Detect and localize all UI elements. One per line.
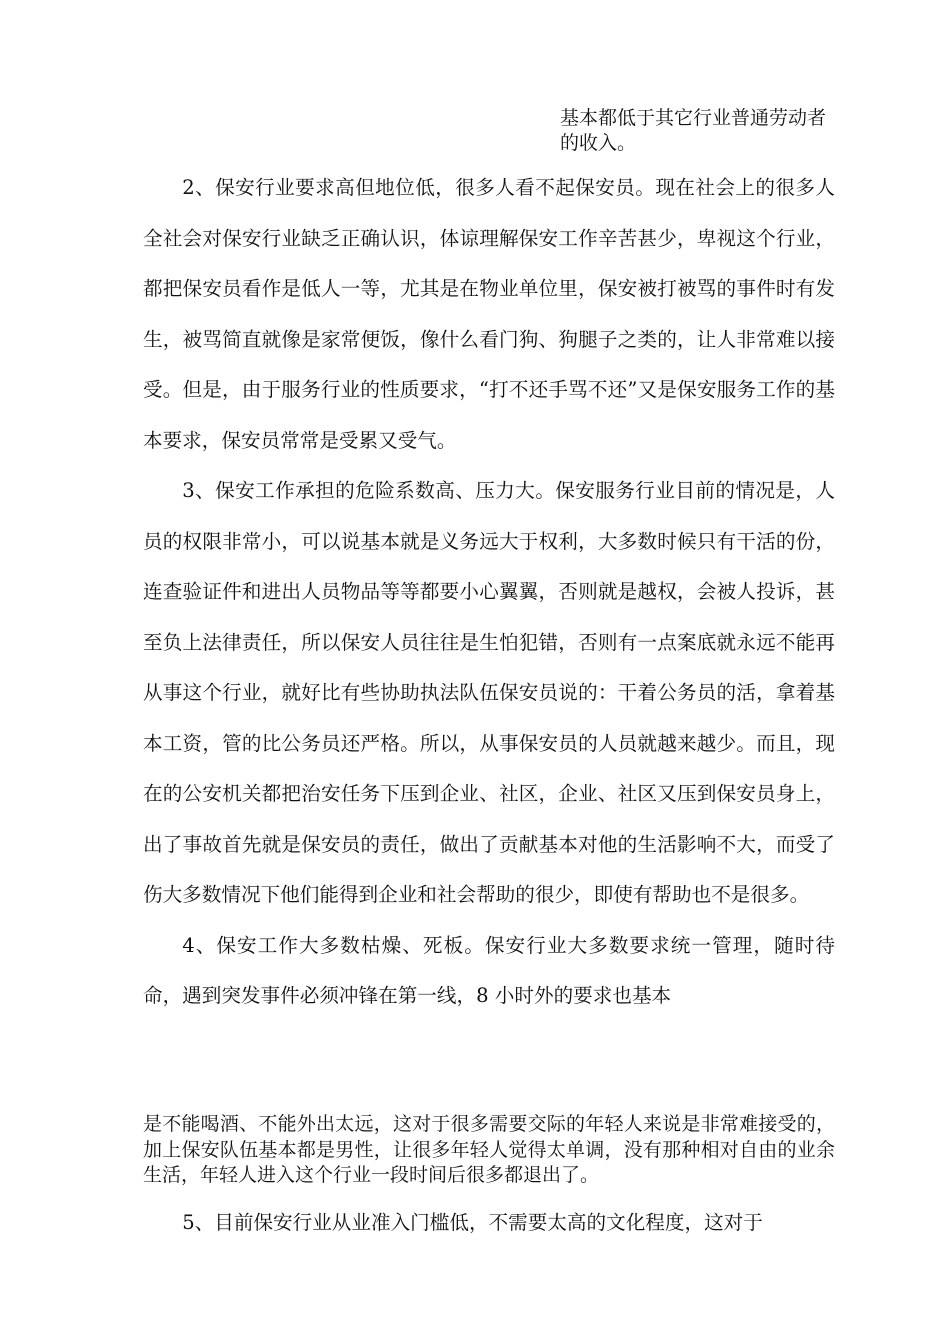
paragraph-3: 3、保安工作承担的危险系数高、压力大。保安服务行业目前的情况是，人员的权限非常小，可以说基本就是义务远大于权利，大多数时候只有干活的份，连查验证件和进出人员物品等等都要小心翼翼，否则就是越权，会被人投诉，甚至负上法律责任，所以保安人员往往是生怕犯错，否则有一点案底就永远不能再从事这个行业，就好比有些协助执法队伍保安员说的：干着公务员的活，拿着基本工资，管的比公务员还严格。所以，从事保安员的人员就越来越少。而且，现在的公安机关都把治安任务下压到企业、社区，企业、社区又压到保安员身上，出了事故首先就是保安员的责任，做出了贡献基本对他的生活影响不大，而受了伤大多数情况下他们能得到企业和社会帮助的很少，即使有帮助也不是很多。 [143, 479, 835, 906]
document-body [143, 163, 835, 1022]
paragraph-5: 5、目前保安行业从业准入门槛低，不需要太高的文化程度，这对于 [182, 1211, 763, 1234]
paragraph-2: 2、保安行业要求高但地位低，很多人看不起保安员。现在社会上的很多人全社会对保安行业缺乏正确认识，体谅理解保安工作辛苦甚少，卑视这个行业，都把保安员看作是低人一等，尤其是在物业单位里，保安被打被骂的事件时有发生，被骂简直就像是家常便饭，像什么看门狗、狗腿子之类的，让人非常难以接受。但是，由于服务行业的性质要求，“打不还手骂不还”又是保安服务工作的基本要求，保安员常常是受累又受气。 [143, 176, 835, 452]
top-note: 基本都低于其它行业普通劳动者的收入。 [560, 107, 827, 154]
paragraph-4-continuation: 是不能喝酒、不能外出太远，这对于很多需要交际的年轻人来说是非常难接受的，加上保安队伍基本都是男性，让很多年轻人觉得太单调，没有那种相对自由的业余生活，年轻人进入这个行业一段时间后很多都退出了。 [143, 1113, 835, 1186]
paragraph-4: 4、保安工作大多数枯燥、死板。保安行业大多数要求统一管理，随时待命，遇到突发事件必须冲锋在第一线，8 小时外的要求也基本 [143, 933, 835, 1007]
